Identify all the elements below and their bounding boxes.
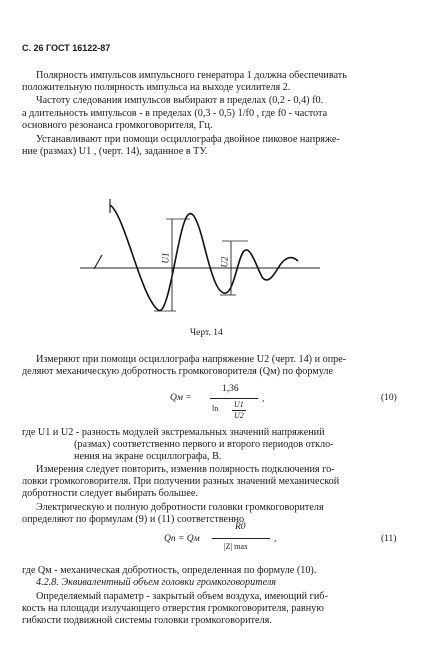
text-line: Электрическую и полную добротности головки громкоговорителя: [36, 502, 324, 513]
figure-label-u2: U2: [219, 256, 230, 268]
formula-11-lhs: Qп = Qм: [164, 534, 200, 544]
text-line: Измеряют при помощи осциллографа напряжение U2 (черт. 14) и опре-: [36, 354, 347, 365]
text-line: (размах) соответственно первого и второго периодов откло-: [74, 439, 334, 450]
text-line: гибкости подвижной системы головки громкоговорителя.: [22, 615, 272, 626]
text-line: нения на экране осциллографа, В.: [74, 451, 222, 462]
text-line: кость на площади излучающего отверстия громкоговорителя, равную: [22, 603, 324, 614]
waveform-figure: [80, 185, 340, 325]
figure-caption: Черт. 14: [190, 328, 223, 338]
formula-11-numerator: R0: [235, 522, 246, 532]
formula-10-u1: U1: [234, 400, 244, 409]
section-heading: 4.2.8. Эквивалентный объем головки громкоговорителя: [36, 577, 277, 588]
text-line: где Qм - механическая добротность, определенная по формуле (10).: [22, 565, 317, 576]
text-line: а длительность импульсов - в пределах (0,3 - 0,5) 1/f0 , где f0 - частота: [22, 108, 328, 119]
text-line: Измерения следует повторить, изменив полярность подключения го-: [36, 464, 335, 475]
text-line: положительную полярность импульса на выходе усилителя 2.: [22, 82, 291, 93]
formula-10-u2: U2: [234, 411, 244, 420]
text-line: основного резонанса громкоговорителя, Гц.: [22, 120, 213, 131]
formula-10-ln: ln: [212, 404, 219, 413]
formula-10-fraction-bar: [210, 398, 258, 399]
formula-10-trail: ,: [262, 394, 265, 404]
text-line: Устанавливают при помощи осциллографа двойное пиковое напряже-: [36, 134, 340, 145]
text-line: где U1 и U2 - разность модулей экстремальных значений напряжений: [22, 427, 325, 438]
text-line: ние (размах) U1 , (черт. 14), заданное в ТУ.: [22, 146, 208, 157]
text-line: ловки громкоговорителя. При получении разных значений механической: [22, 476, 340, 487]
formula-10-lhs: Qм =: [170, 393, 192, 403]
formula-11-fraction-bar: [212, 538, 270, 539]
figure-arrow: [94, 255, 102, 269]
figure-label-u1: U1: [160, 252, 171, 264]
text-line: Определяемый параметр - закрытый объем воздуха, имеющий гиб-: [36, 591, 328, 602]
text-line: деляют механическую добротность громкоговорителя (Qм) по формуле: [22, 366, 333, 377]
text-line: определяют по формулам (9) и (11) соответственно: [22, 514, 245, 525]
page-header: С. 26 ГОСТ 16122-87: [22, 43, 111, 53]
formula-11-number: (11): [381, 534, 397, 544]
formula-10-number: (10): [381, 393, 397, 403]
text-line: Полярность импульсов импульсного генератора 1 должна обеспечивать: [36, 70, 347, 81]
formula-11-trail: ,: [274, 534, 277, 544]
text-line: Частоту следования импульсов выбирают в пределах (0,2 - 0,4) f0.: [36, 95, 324, 106]
waveform-curve: [110, 205, 298, 311]
formula-10-numerator: 1,36: [222, 384, 239, 394]
text-line: добротности следует выбирать большее.: [22, 488, 198, 499]
formula-11-denominator: |Z| max: [224, 542, 248, 551]
